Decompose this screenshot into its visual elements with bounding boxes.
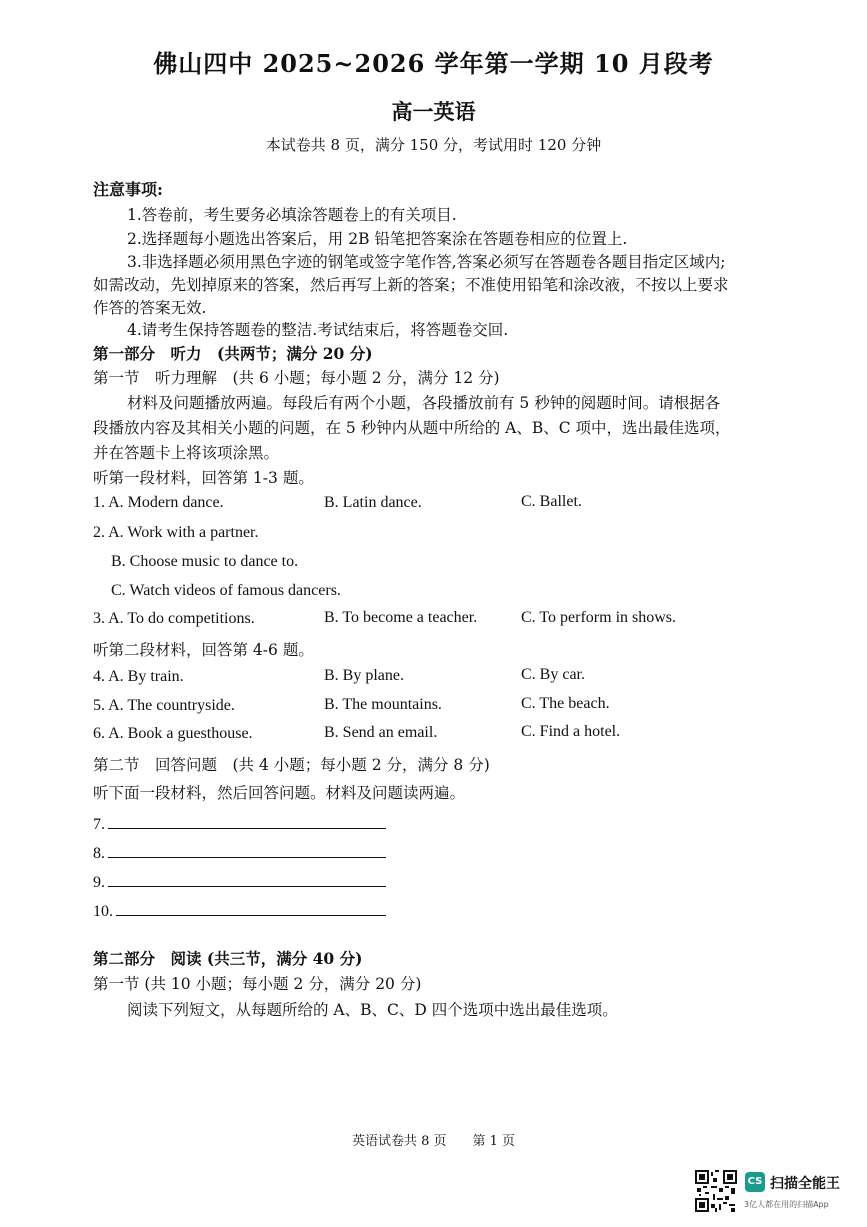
scanner-app-tagline: 3亿人都在用的扫描App [744, 1200, 829, 1209]
q5-option-c: C. The beach. [521, 695, 610, 712]
answer-line-9 [93, 872, 386, 892]
notice-item-3-end: 作答的答案无效. [93, 299, 207, 317]
part2-instruction: 阅读下列短文，从每题所给的 A、B、C、D 四个选项中选出最佳选项。 [127, 1001, 618, 1019]
part1-heading: 第一部分 听力 (共两节；满分 20 分) [93, 344, 373, 363]
notice-item-2: 2.选择题每小题选出答案后，用 2B 铅笔把答案涂在答题卷相应的位置上. [127, 230, 628, 248]
q2-option-a: 2. A. Work with a partner. [93, 524, 259, 541]
part2-heading: 第二部分 阅读 (共三节，满分 40 分) [93, 949, 363, 968]
q4-option-c: C. By car. [521, 666, 585, 683]
answer-line-7 [93, 814, 386, 834]
q4-option-a: 4. A. By train. [93, 668, 184, 685]
q5-option-a: 5. A. The countryside. [93, 697, 235, 714]
page-footer: 英语试卷共 8 页 第 1 页 [351, 1134, 516, 1149]
section1-instruction-3: 并在答题卡上将该项涂黑。 [93, 444, 280, 462]
part2-section1-heading: 第一节 (共 10 小题；每小题 2 分，满分 20 分) [93, 975, 422, 993]
q3-option-c: C. To perform in shows. [521, 609, 677, 626]
q1-option-c: C. Ballet. [521, 493, 582, 510]
q3-option-b: B. To become a teacher. [324, 609, 478, 626]
q2-option-c: C. Watch videos of famous dancers. [111, 582, 341, 599]
notice-item-3-cont: 如需改动，先划掉原来的答案，然后再写上新的答案；不准使用铅笔和涂改液，不按以上要求 [93, 276, 729, 294]
scanner-app-name: 扫描全能王 [770, 1176, 840, 1192]
q6-option-b: B. Send an email. [324, 724, 438, 741]
answer-blank[interactable] [108, 872, 386, 887]
answer-line-label: 8. [93, 845, 105, 862]
part1-section1-heading: 第一节 听力理解 (共 6 小题；每小题 2 分，满分 12 分) [93, 369, 500, 387]
answer-line-label: 10. [93, 903, 113, 920]
q2-option-b: B. Choose music to dance to. [111, 553, 299, 570]
answer-blank[interactable] [108, 843, 386, 858]
q4-option-b: B. By plane. [324, 667, 404, 684]
q1-option-a: 1. A. Modern dance. [93, 494, 224, 511]
notice-item-4: 4.请考生保持答题卷的整洁.考试结束后，将答题卷交回. [127, 321, 509, 339]
subject-title: 高一英语 [391, 99, 476, 124]
q5-option-b: B. The mountains. [324, 696, 442, 713]
notice-item-1: 1.答卷前，考生要务必填涂答题卷上的有关项目. [127, 206, 457, 224]
answer-blank[interactable] [116, 901, 386, 916]
part1-section2-heading: 第二节 回答问题 (共 4 小题；每小题 2 分，满分 8 分) [93, 756, 490, 774]
q6-option-c: C. Find a hotel. [521, 723, 621, 740]
qr-code-icon [695, 1170, 737, 1212]
section2-instruction: 听下面一段材料，然后回答问题。材料及问题读两遍。 [93, 784, 466, 802]
q6-option-a: 6. A. Book a guesthouse. [93, 725, 253, 742]
answer-line-label: 7. [93, 816, 105, 833]
scanner-app-logo: CS [745, 1172, 765, 1192]
passage1-prompt: 听第一段材料，回答第 1-3 题。 [93, 469, 314, 487]
section1-instruction-2: 段播放内容及其相关小题的问题，在 5 秒钟内从题中所给的 A、B、C 项中，选出最佳选项， [93, 419, 731, 437]
exam-title: 佛山四中 2025~2026 学年第一学期 10 月段考 [153, 49, 714, 78]
answer-line-10 [93, 901, 386, 921]
exam-meta: 本试卷共 8 页，满分 150 分，考试用时 120 分钟 [265, 136, 602, 154]
answer-line-8 [93, 843, 386, 863]
notice-heading: 注意事项: [93, 180, 163, 199]
q3-option-a: 3. A. To do competitions. [93, 610, 255, 627]
q1-option-b: B. Latin dance. [324, 494, 422, 511]
notice-item-3: 3.非选择题必须用黑色字迹的钢笔或签字笔作答,答案必须写在答题卷各题目指定区域内; [127, 253, 726, 271]
answer-line-label: 9. [93, 874, 105, 891]
section1-instruction-1: 材料及问题播放两遍。每段后有两个小题，各段播放前有 5 秒钟的阅题时间。请根据各 [127, 394, 721, 412]
passage2-prompt: 听第二段材料，回答第 4-6 题。 [93, 641, 314, 659]
answer-blank[interactable] [108, 814, 386, 829]
